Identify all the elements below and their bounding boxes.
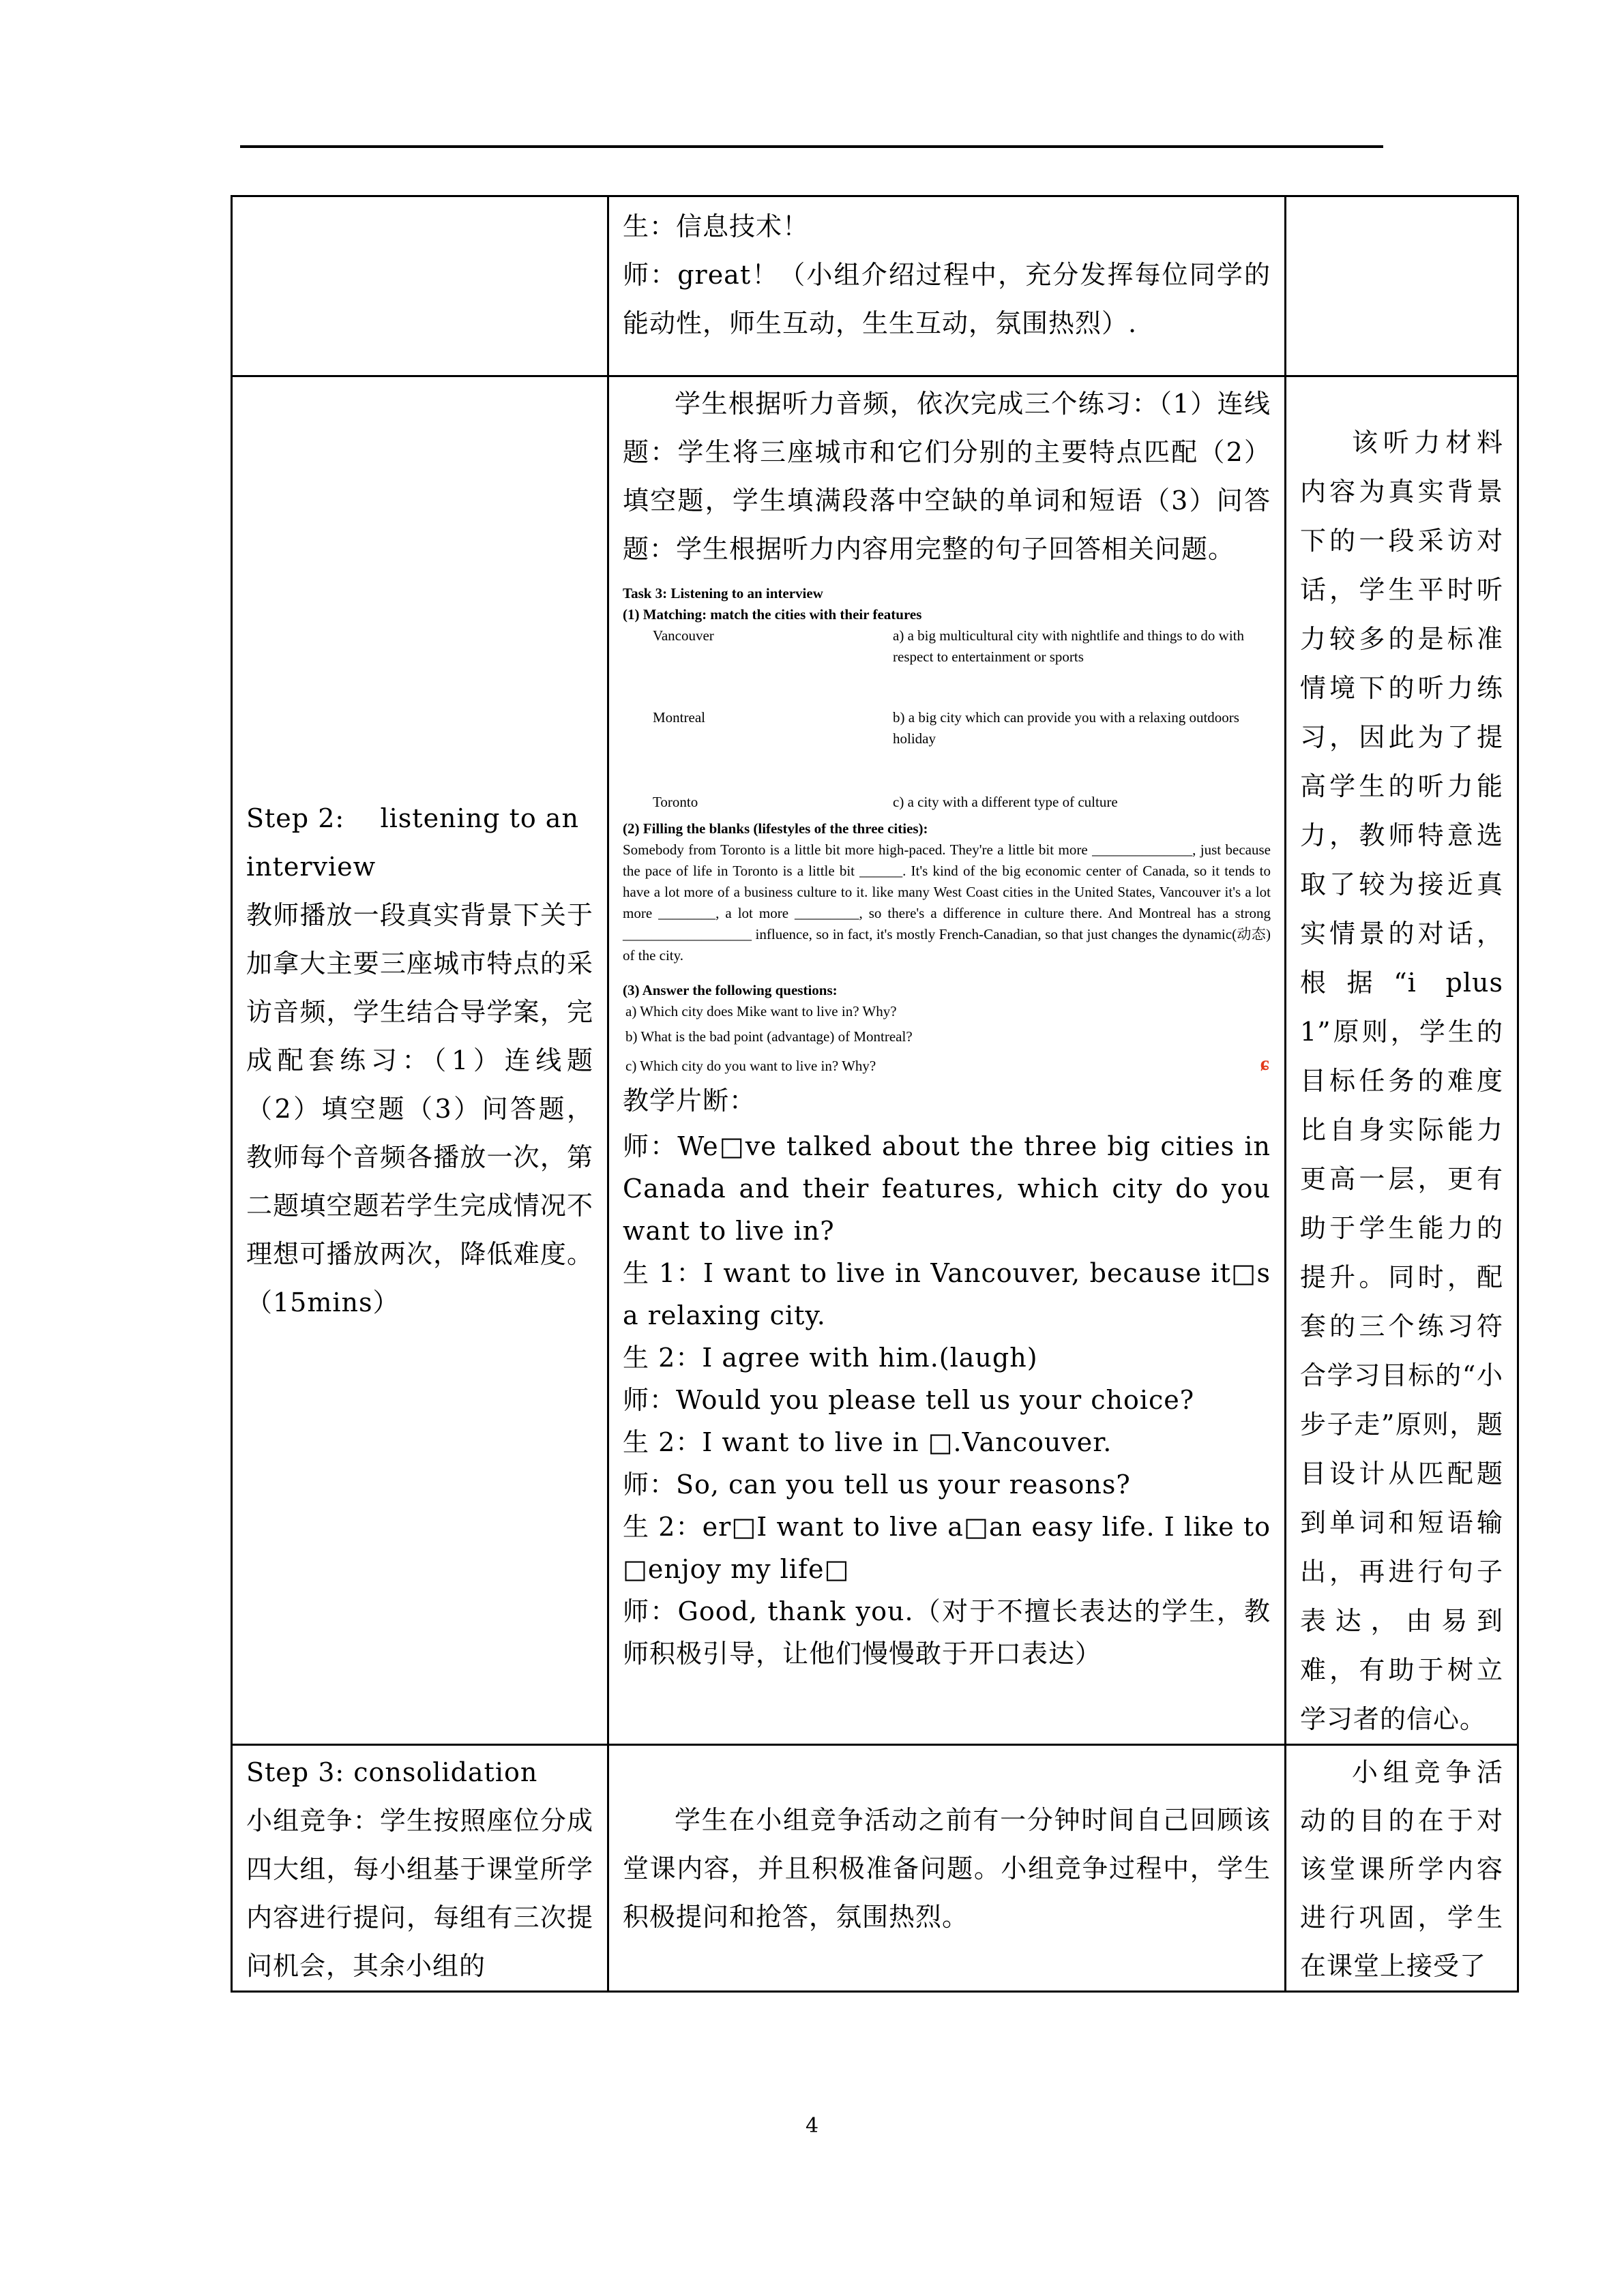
step-title: Step 2: listening to an interview <box>246 803 589 882</box>
step-title: Step 3: consolidation <box>246 1757 538 1787</box>
dialogue-line: 师：great！（小组介绍过程中，充分发挥每位同学的能动性，师生互动，生生互动，氛围热烈）. <box>623 260 1271 338</box>
city-label: Montreal <box>653 709 705 726</box>
blanks-paragraph: Somebody from Toronto is a little bit more high-paced. They're a little bit more ______________, just because the pace of life in Toronto is a little bit ______. It's kind of the big economic center of Canada, so it tends to have a lot more of a business culture to it. like many West Coast cities in the United States, Vancouver it's a lot more ________, a lot more _________, so there's a difference in culture there. And Montreal has a strong __________________ influence, so in fact, it's mostly French-Canadian, so that just changes the dynamic(动态) of the city. <box>623 841 1271 964</box>
red-mark-icon: ɕ <box>1260 1052 1269 1075</box>
table-row <box>232 1745 1518 1992</box>
blanks-title: (2) Filling the blanks (lifestyles of the three cities): <box>623 820 928 837</box>
lesson-plan-table <box>231 195 1519 1993</box>
city-label: Toronto <box>653 794 698 810</box>
matching-pair <box>623 792 1271 813</box>
feature-option: b) a big city which can provide you with a relaxing outdoors holiday <box>893 709 1239 747</box>
step-description: 小组竞争：学生按照座位分成四大组，每小组基于课堂所学内容进行提问，每组有三次提问机会，其余小组的 <box>246 1806 593 1981</box>
dialogue-line: 生 2：I want to live in □.Vancouver. <box>623 1427 1112 1457</box>
matching-title: (1) Matching: match the cities with their features <box>623 606 922 623</box>
feature-option: a) a big multicultural city with nightlife and things to do with respect to entertainment or sports <box>893 627 1245 665</box>
table-row <box>232 196 1518 376</box>
question-item: b) What is the bad point (advantage) of Montreal? <box>625 1028 913 1045</box>
row3-process-cell <box>608 1745 1286 1992</box>
dialogue-line: 师：Good, thank you.（对于不擅长表达的学生，教师积极引导，让他们慢慢敢于开口表达） <box>623 1596 1271 1669</box>
row2-process-cell <box>608 376 1286 1745</box>
rationale-text: 小组竞争活动的目的在于对该堂课所学内容进行巩固，学生在课堂上接受了 <box>1300 1757 1503 1981</box>
dialogue-line: 生 1：I want to live in Vancouver, because it□s a relaxing city. <box>623 1258 1271 1330</box>
row2-rationale-cell <box>1286 376 1518 1745</box>
row2-step-cell <box>232 376 608 1745</box>
matching-pair <box>623 707 1271 749</box>
dialogue-line: 师：Would you please tell us your choice? <box>623 1385 1195 1415</box>
segment-label: 教学片断： <box>623 1086 756 1116</box>
questions-title: (3) Answer the following questions: <box>623 982 838 998</box>
header-rule <box>240 145 1383 148</box>
dialogue-line: 生 2：I agree with him.(laugh) <box>623 1343 1038 1373</box>
row3-rationale-cell <box>1286 1745 1518 1992</box>
page-number: 4 <box>805 2114 819 2138</box>
dialogue-line: 生：信息技术！ <box>623 211 810 241</box>
row1-process-cell <box>608 196 1286 376</box>
step-description: 教师播放一段真实背景下关于加拿大主要三座城市特点的采访音频，学生结合导学案，完成配套练习：（1）连线题（2）填空题（3）问答题，教师每个音频各播放一次，第二题填空题若学生完成情况不理想可播放两次，降低难度。（15mins） <box>246 899 593 1317</box>
table-row <box>232 376 1518 1745</box>
rationale-text: 该听力材料内容为真实背景下的一段采访对话，学生平时听力较多的是标准情境下的听力练习，因此为了提高学生的听力能力，教师特意选取了较为接近真实情景的对话，根据“i plus 1”原则，学生的目标任务的难度比自身实际能力更高一层，更有助于学生能力的提升。同时，配套的三个练习符合学习目标的“小步子走”原则，题目设计从匹配题到单词和短语输出，再进行句子表达，由易到难，有助于树立学习者的信心。 <box>1300 428 1503 1734</box>
listening-intro: 学生根据听力音频，依次完成三个练习：（1）连线题：学生将三座城市和它们分别的主要特点匹配（2）填空题，学生填满段落中空缺的单词和短语（3）问答题：学生根据听力内容用完整的句子回答相关问题。 <box>623 389 1271 564</box>
matching-pair <box>623 625 1271 668</box>
question-item: a) Which city does Mike want to live in? Why? <box>625 1003 897 1019</box>
city-label: Vancouver <box>653 627 714 644</box>
row1-rationale-cell <box>1286 196 1518 376</box>
dialogue-line: 生 2：er□I want to live a□an easy life. I like to □enjoy my life□ <box>623 1512 1271 1584</box>
process-text: 学生在小组竞争活动之前有一分钟时间自己回顾该堂课内容，并且积极准备问题。小组竞争过程中，学生积极提问和抢答，氛围热烈。 <box>623 1805 1271 1932</box>
dialogue-line: 师：We□ve talked about the three big cities in Canada and their features, which city do you want to live in? <box>623 1131 1271 1246</box>
dialogue-line: 师：So, can you tell us your reasons? <box>623 1470 1131 1500</box>
task-worksheet-image <box>623 583 1271 1077</box>
question-item: c) Which city do you want to live in? Why? <box>625 1058 876 1074</box>
task-title: Task 3: Listening to an interview <box>623 585 823 601</box>
feature-option: c) a city with a different type of culture <box>893 794 1118 810</box>
row1-step-cell <box>232 196 608 376</box>
row3-step-cell <box>232 1745 608 1992</box>
